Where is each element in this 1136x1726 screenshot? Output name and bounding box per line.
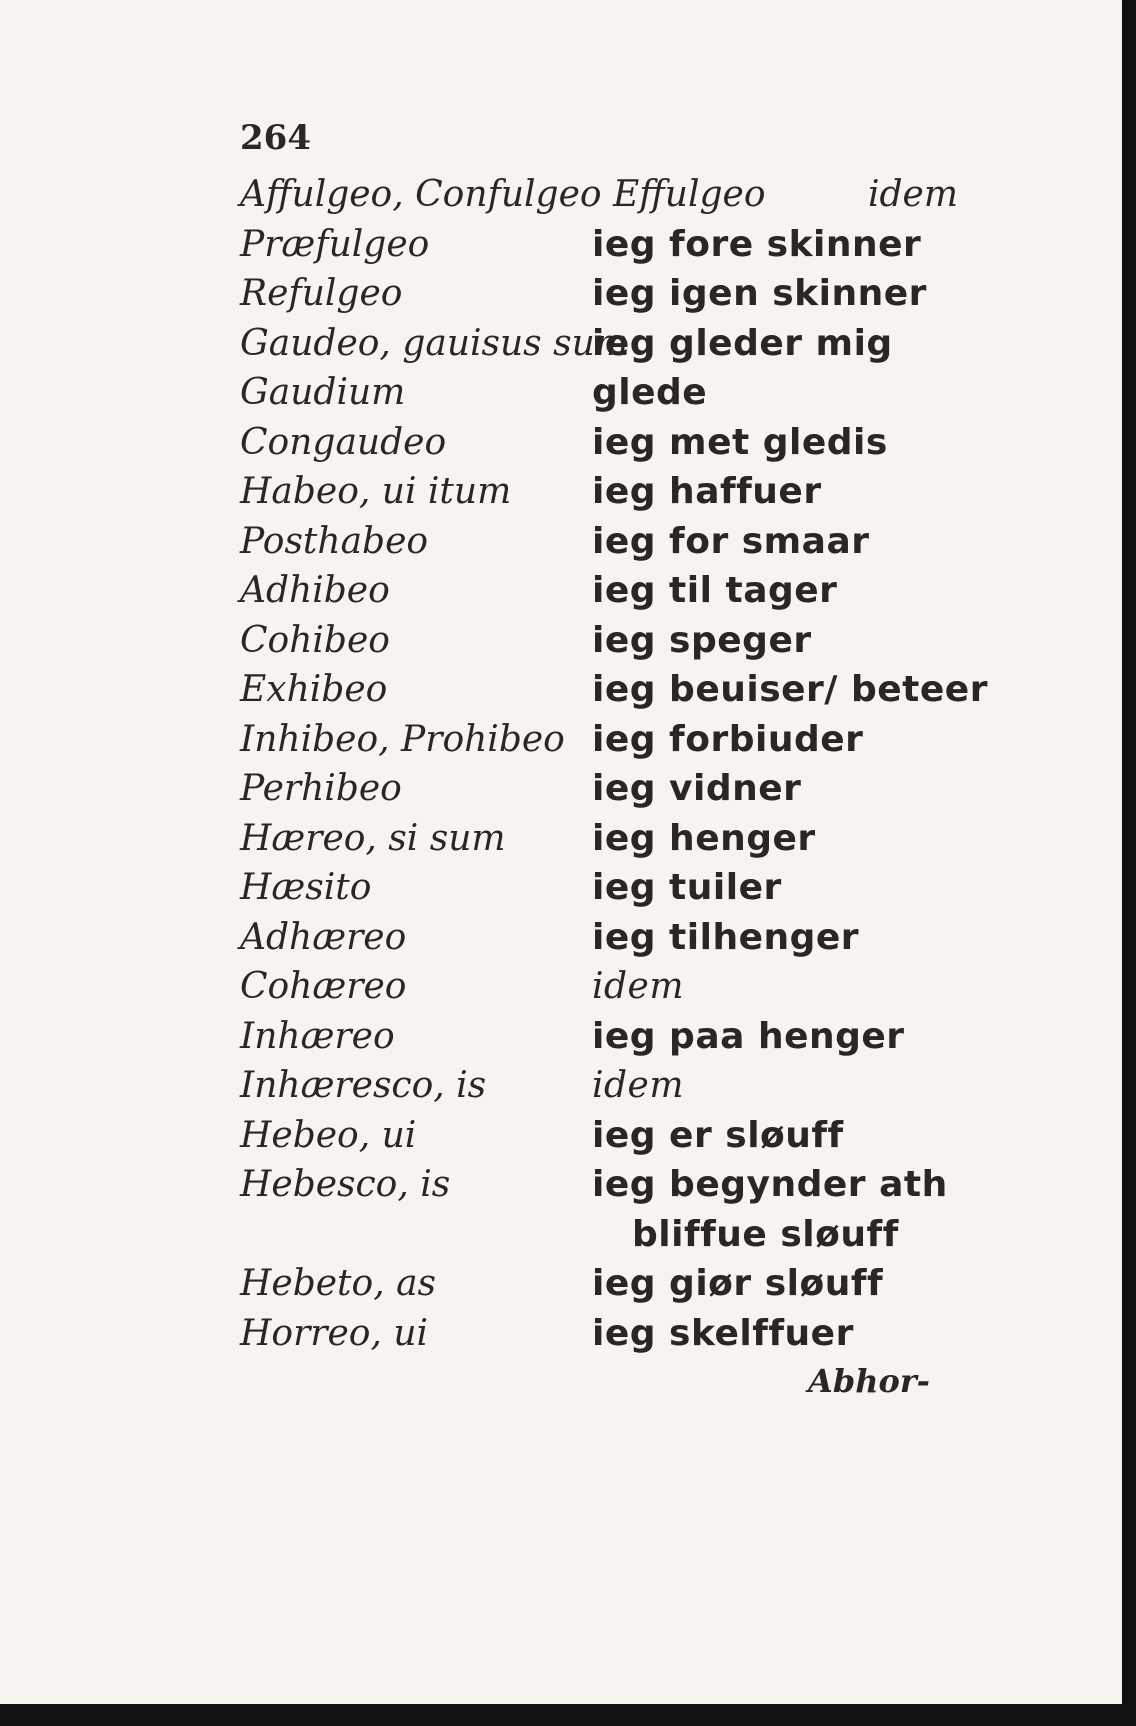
latin-term: Inhæreo xyxy=(240,1015,395,1057)
entry-row xyxy=(240,616,940,666)
danish-translation: ieg igen skinner xyxy=(592,273,927,314)
danish-translation: ieg begynder ath xyxy=(592,1164,948,1205)
entry-row xyxy=(240,1111,940,1161)
latin-term: Exhibeo xyxy=(240,669,388,710)
scan-edge-bottom xyxy=(0,1704,1136,1726)
danish-translation: ieg speger xyxy=(592,619,812,661)
danish-translation: ieg paa henger xyxy=(592,1015,905,1057)
latin-term: Hebesco, is xyxy=(240,1164,451,1205)
entry-row xyxy=(240,1012,940,1062)
latin-term: Gaudium xyxy=(240,372,406,413)
danish-translation: idem xyxy=(592,1065,684,1106)
latin-term: Habeo, ui itum xyxy=(240,471,512,512)
danish-translation-continued: bliffue sløuff xyxy=(632,1213,899,1255)
entry-row xyxy=(240,1309,940,1359)
entry-row xyxy=(240,913,940,963)
danish-translation: ieg tuiler xyxy=(592,867,782,908)
latin-term: Horreo, ui xyxy=(240,1312,429,1354)
glossary-entries xyxy=(240,170,988,1358)
entry-row xyxy=(240,715,940,765)
entry-row xyxy=(240,566,940,616)
danish-translation: ieg fore skinner xyxy=(592,223,922,265)
danish-translation: ieg er sløuff xyxy=(592,1114,844,1156)
danish-translation: ieg forbiuder xyxy=(592,718,864,760)
danish-translation: ieg skelffuer xyxy=(592,1312,854,1354)
entry-row xyxy=(240,1061,940,1111)
entry-row xyxy=(240,418,940,468)
entry-row xyxy=(240,814,940,864)
danish-translation: ieg til tager xyxy=(592,570,838,611)
entry-row xyxy=(240,220,940,270)
entry-row xyxy=(240,269,940,319)
entry-row xyxy=(240,368,940,418)
extra-note: idem xyxy=(868,174,958,215)
latin-term: Perhibeo xyxy=(240,768,402,809)
danish-translation: ieg giør sløuff xyxy=(592,1263,884,1304)
latin-term: Inhibeo, Prohibeo xyxy=(240,718,565,760)
danish-translation: ieg vidner xyxy=(592,768,802,809)
danish-translation: ieg henger xyxy=(592,817,816,859)
latin-term: Cohæreo xyxy=(240,966,407,1007)
latin-term: Affulgeo, Confulgeo Effulgeo xyxy=(240,174,766,215)
latin-term: Congaudeo xyxy=(240,421,447,463)
danish-translation: glede xyxy=(592,372,708,413)
danish-translation: ieg for smaar xyxy=(592,520,870,562)
danish-translation: ieg met gledis xyxy=(592,421,888,463)
entry-row xyxy=(240,665,988,715)
entry-row xyxy=(240,170,958,220)
page-number: 264 xyxy=(240,118,311,158)
entry-row xyxy=(240,517,940,567)
latin-term: Inhæresco, is xyxy=(240,1065,487,1106)
latin-term: Cohibeo xyxy=(240,619,390,661)
entry-row xyxy=(240,962,940,1012)
latin-term: Posthabeo xyxy=(240,520,429,562)
latin-term: Gaudeo, gauisus sum xyxy=(240,322,629,364)
entry-row xyxy=(240,1259,940,1309)
catchword: Abhor- xyxy=(808,1362,930,1400)
danish-translation: ieg gleder mig xyxy=(592,322,893,364)
latin-term: Refulgeo xyxy=(240,273,403,314)
latin-term: Adhibeo xyxy=(240,570,390,611)
entry-row xyxy=(240,319,940,369)
latin-term: Hebeo, ui xyxy=(240,1114,417,1156)
danish-translation: idem xyxy=(592,966,684,1007)
danish-translation: ieg beuiser/ beteer xyxy=(592,669,988,710)
latin-term: Præfulgeo xyxy=(240,223,430,265)
entry-row xyxy=(240,863,940,913)
latin-term: Adhæreo xyxy=(240,916,407,958)
danish-translation: ieg tilhenger xyxy=(592,916,860,958)
entry-row-continuation xyxy=(240,1210,940,1260)
danish-translation: ieg haffuer xyxy=(592,471,822,512)
scan-edge-right xyxy=(1122,0,1136,1726)
entry-row xyxy=(240,764,940,814)
entry-row xyxy=(240,467,940,517)
latin-term: Hebeto, as xyxy=(240,1263,437,1304)
latin-term: Hæsito xyxy=(240,867,372,908)
entry-row xyxy=(240,1160,948,1210)
latin-term: Hæreo, si sum xyxy=(240,817,506,859)
